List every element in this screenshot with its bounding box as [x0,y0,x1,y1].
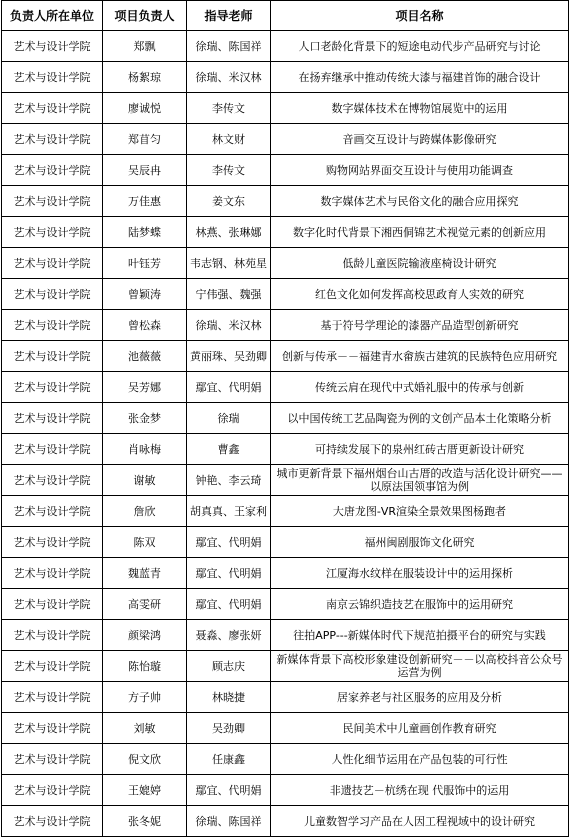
cell-leader: 池薇薇 [103,341,187,372]
cell-advisor: 宁伟强、魏强 [187,279,271,310]
cell-advisor: 曹鑫 [187,434,271,465]
cell-unit: 艺术与设计学院 [2,775,103,806]
cell-advisor: 黄丽珠、吴劲卿 [187,341,271,372]
cell-project-name: 基于符号学理论的漆器产品造型创新研究 [271,310,569,341]
col-header-advisor: 指导老师 [187,1,271,31]
cell-unit: 艺术与设计学院 [2,558,103,589]
cell-advisor: 徐瑞、米汉林 [187,62,271,93]
cell-unit: 艺术与设计学院 [2,465,103,496]
cell-leader: 吴芳娜 [103,372,187,403]
cell-project-name: 往拍APP---新媒体时代下规范拍摄平台的研究与实践 [271,620,569,651]
cell-advisor: 李传文 [187,155,271,186]
cell-leader: 倪文欣 [103,744,187,775]
cell-project-name: 南京云锦织造技艺在服饰中的运用研究 [271,589,569,620]
cell-advisor: 林晓捷 [187,682,271,713]
cell-project-name: 低龄儿童医院输液座椅设计研究 [271,248,569,279]
table-row [2,744,569,775]
cell-project-name: 城市更新背景下福州烟台山古厝的改造与活化设计研究——以原法国领事馆为例 [271,465,569,496]
cell-project-name: 创新与传承－－福建青水畲族古建筑的民族特色应用研究 [271,341,569,372]
table-row [2,682,569,713]
cell-unit: 艺术与设计学院 [2,682,103,713]
cell-project-name: 江厦海水纹样在服装设计中的运用探析 [271,558,569,589]
table-row [2,496,569,527]
cell-unit: 艺术与设计学院 [2,372,103,403]
table-row [2,310,569,341]
table-row [2,62,569,93]
cell-advisor: 李传文 [187,93,271,124]
table-body [2,31,569,837]
cell-unit: 艺术与设计学院 [2,713,103,744]
table-row [2,806,569,837]
table-row [2,372,569,403]
cell-advisor: 鄢宜、代明娟 [187,589,271,620]
cell-unit: 艺术与设计学院 [2,651,103,682]
cell-advisor: 任康鑫 [187,744,271,775]
cell-advisor: 林燕、张琳娜 [187,217,271,248]
table-row [2,124,569,155]
cell-project-name: 数字化时代背景下湘西侗锦艺术视觉元素的创新应用 [271,217,569,248]
cell-leader: 张冬妮 [103,806,187,837]
cell-project-name: 民间美术中儿童画创作教育研究 [271,713,569,744]
cell-advisor: 顾志庆 [187,651,271,682]
table-row [2,589,569,620]
cell-unit: 艺术与设计学院 [2,155,103,186]
table-row [2,31,569,62]
table-row [2,403,569,434]
cell-leader: 高雯研 [103,589,187,620]
table-row [2,620,569,651]
table-row [2,465,569,496]
cell-advisor: 钟艳、李云琦 [187,465,271,496]
cell-leader: 万佳惠 [103,186,187,217]
cell-leader: 吴辰冉 [103,155,187,186]
cell-unit: 艺术与设计学院 [2,31,103,62]
cell-leader: 曾颖涛 [103,279,187,310]
cell-advisor: 徐瑞 [187,403,271,434]
cell-leader: 詹欣 [103,496,187,527]
table-row [2,279,569,310]
cell-leader: 叶钰芳 [103,248,187,279]
cell-unit: 艺术与设计学院 [2,434,103,465]
cell-project-name: 在扬弃继承中推动传统大漆与福建首饰的融合设计 [271,62,569,93]
table-row [2,775,569,806]
cell-project-name: 以中国传统工艺品陶瓷为例的文创产品本土化策略分析 [271,403,569,434]
cell-advisor: 聂淼、廖张妍 [187,620,271,651]
cell-advisor: 徐瑞、陈国祥 [187,806,271,837]
cell-leader: 曾松森 [103,310,187,341]
cell-advisor: 徐瑞、陈国祥 [187,31,271,62]
cell-leader: 杨絮琼 [103,62,187,93]
table-row [2,217,569,248]
cell-advisor: 鄢宜、代明娟 [187,558,271,589]
cell-project-name: 购物网站界面交互设计与使用功能调查 [271,155,569,186]
cell-unit: 艺术与设计学院 [2,620,103,651]
cell-leader: 陈怡璇 [103,651,187,682]
cell-project-name: 传统云肩在现代中式婚礼服中的传承与创新 [271,372,569,403]
cell-advisor: 胡真真、王家利 [187,496,271,527]
cell-unit: 艺术与设计学院 [2,496,103,527]
cell-unit: 艺术与设计学院 [2,124,103,155]
cell-unit: 艺术与设计学院 [2,279,103,310]
cell-project-name: 数字媒体艺术与民俗文化的融合应用探究 [271,186,569,217]
cell-advisor: 鄢宜、代明娟 [187,372,271,403]
cell-project-name: 音画交互设计与跨媒体影像研究 [271,124,569,155]
cell-unit: 艺术与设计学院 [2,217,103,248]
cell-project-name: 新媒体背景下高校形象建设创新研究－－以高校抖音公众号运营为例 [271,651,569,682]
cell-unit: 艺术与设计学院 [2,248,103,279]
cell-project-name: 福州闽剧服饰文化研究 [271,527,569,558]
table-row [2,155,569,186]
cell-leader: 颜梁鸿 [103,620,187,651]
table-row [2,186,569,217]
col-header-unit: 负责人所在单位 [2,1,103,31]
cell-unit: 艺术与设计学院 [2,310,103,341]
cell-unit: 艺术与设计学院 [2,403,103,434]
cell-project-name: 人口老龄化背景下的短途电动代步产品研究与讨论 [271,31,569,62]
table-row [2,434,569,465]
cell-leader: 王媲婷 [103,775,187,806]
cell-project-name: 大唐龙图-VR渲染全景效果图杨跑者 [271,496,569,527]
cell-advisor: 徐瑞、米汉林 [187,310,271,341]
table-row [2,558,569,589]
cell-project-name: 红色文化如何发挥高校思政育人实效的研究 [271,279,569,310]
cell-leader: 陈双 [103,527,187,558]
cell-leader: 陆梦蝶 [103,217,187,248]
table-row [2,527,569,558]
cell-leader: 张金梦 [103,403,187,434]
cell-advisor: 林文财 [187,124,271,155]
cell-advisor: 姜文东 [187,186,271,217]
cell-project-name: 儿童数智学习产品在人因工程视域中的设计研究 [271,806,569,837]
cell-leader: 谢敏 [103,465,187,496]
col-header-project-name: 项目名称 [271,1,569,31]
cell-advisor: 鄢宜、代明娟 [187,775,271,806]
cell-unit: 艺术与设计学院 [2,744,103,775]
cell-project-name: 居家养老与社区服务的应用及分析 [271,682,569,713]
cell-unit: 艺术与设计学院 [2,527,103,558]
cell-unit: 艺术与设计学院 [2,93,103,124]
cell-leader: 方子帅 [103,682,187,713]
cell-leader: 刘敏 [103,713,187,744]
cell-project-name: 数字媒体技术在博物馆展览中的运用 [271,93,569,124]
cell-project-name: 非遗技艺－杭绣在现 代服饰中的运用 [271,775,569,806]
cell-project-name: 人性化细节运用在产品包装的可行性 [271,744,569,775]
cell-advisor: 吴劲卿 [187,713,271,744]
cell-advisor: 鄢宜、代明娟 [187,527,271,558]
header-row [2,1,569,31]
cell-unit: 艺术与设计学院 [2,341,103,372]
cell-unit: 艺术与设计学院 [2,186,103,217]
cell-leader: 廖诚悦 [103,93,187,124]
table-row [2,713,569,744]
cell-advisor: 韦志钢、林苑星 [187,248,271,279]
table-row [2,651,569,682]
cell-leader: 魏蓝青 [103,558,187,589]
cell-leader: 郑苜匀 [103,124,187,155]
cell-project-name: 可持续发展下的泉州红砖古厝更新设计研究 [271,434,569,465]
table-row [2,93,569,124]
cell-unit: 艺术与设计学院 [2,806,103,837]
table-row [2,341,569,372]
cell-leader: 肖咏梅 [103,434,187,465]
projects-table [1,0,569,837]
cell-unit: 艺术与设计学院 [2,589,103,620]
table-row [2,248,569,279]
col-header-leader: 项目负责人 [103,1,187,31]
cell-leader: 郑飘 [103,31,187,62]
cell-unit: 艺术与设计学院 [2,62,103,93]
